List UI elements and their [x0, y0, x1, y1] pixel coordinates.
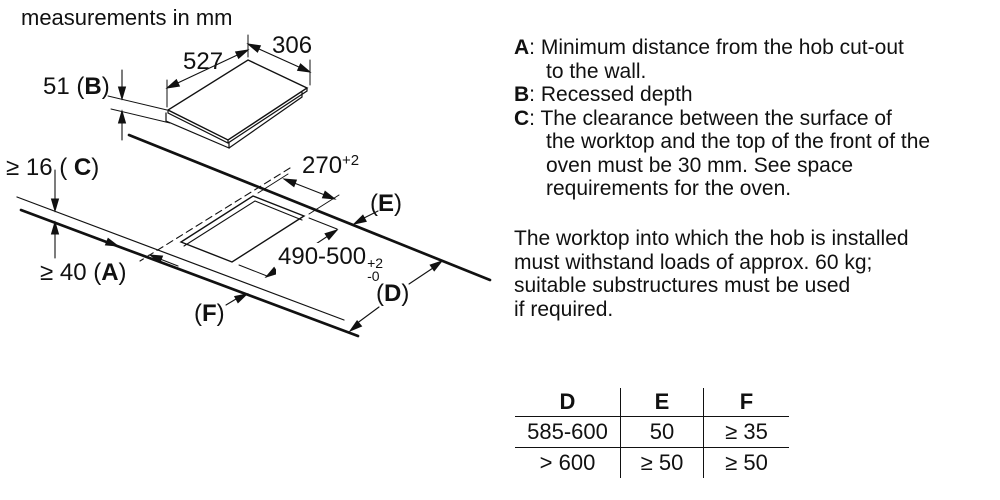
table-cell: ≥ 50: [704, 448, 790, 479]
arrowhead: [52, 199, 59, 211]
hob-depth-label: 527: [183, 48, 224, 75]
arrowhead: [235, 294, 247, 303]
arrowhead: [350, 321, 362, 331]
table-header-f: F: [704, 388, 790, 417]
recess-extension-lines: [108, 96, 170, 123]
callout-f-label: (F): [194, 300, 225, 327]
recess-depth-label: 51 (B): [43, 73, 110, 100]
cutout-width-label: $270^{+2}$: [302, 152, 360, 179]
callout-d-leader-front: [356, 307, 379, 324]
arrowhead: [106, 238, 119, 246]
table-header-d: D: [515, 388, 621, 417]
table-header-e: E: [621, 388, 704, 417]
arrowhead: [119, 87, 126, 99]
arrowhead: [284, 179, 296, 187]
callout-d-label: (D): [376, 280, 410, 307]
spec-table: [515, 388, 789, 478]
legend: [514, 36, 930, 201]
table-cell: ≥ 50: [621, 448, 704, 479]
hob-width-label: 306: [272, 32, 313, 59]
front-gap-label: ≥ 40 (A): [40, 259, 127, 286]
legend-item-c: C: The clearance between the surface of the worktop and the top of the front of the oven must be 30 mm. See space requirements for the oven.: [514, 106, 931, 200]
arrowhead: [236, 50, 248, 58]
page-title: measurements in mm: [21, 5, 233, 30]
arrowhead: [325, 230, 337, 240]
arrowhead: [167, 80, 179, 88]
table-cell: 585-600: [515, 417, 621, 448]
spec-table-header-row: [515, 388, 789, 417]
arrowhead: [119, 111, 126, 123]
table-cell: 50: [621, 417, 704, 448]
table-row: [515, 448, 789, 479]
legend-item-a: A: Minimum distance from the hob cut-out to the wall.: [514, 36, 904, 83]
worktop-note: The worktop into which the hob is installed must withstand loads of approx. 60 kg; suitable substructures must be used if required.: [514, 227, 909, 321]
cutout-depth-label: 490-500 +2 -0: [278, 243, 384, 284]
arrowhead: [298, 64, 310, 72]
worktop-thickness-label: ≥ 16 ( C): [6, 154, 100, 181]
legend-item-b: B: Recessed depth: [514, 83, 693, 106]
arrowhead: [248, 44, 260, 52]
table-row: [515, 417, 789, 448]
callout-d-leader-wall: [409, 266, 436, 284]
table-cell: ≥ 35: [704, 417, 790, 448]
arrowhead: [354, 215, 366, 224]
arrowhead: [323, 191, 336, 199]
table-cell: > 600: [539, 450, 596, 475]
callout-e-label: (E): [370, 190, 403, 217]
